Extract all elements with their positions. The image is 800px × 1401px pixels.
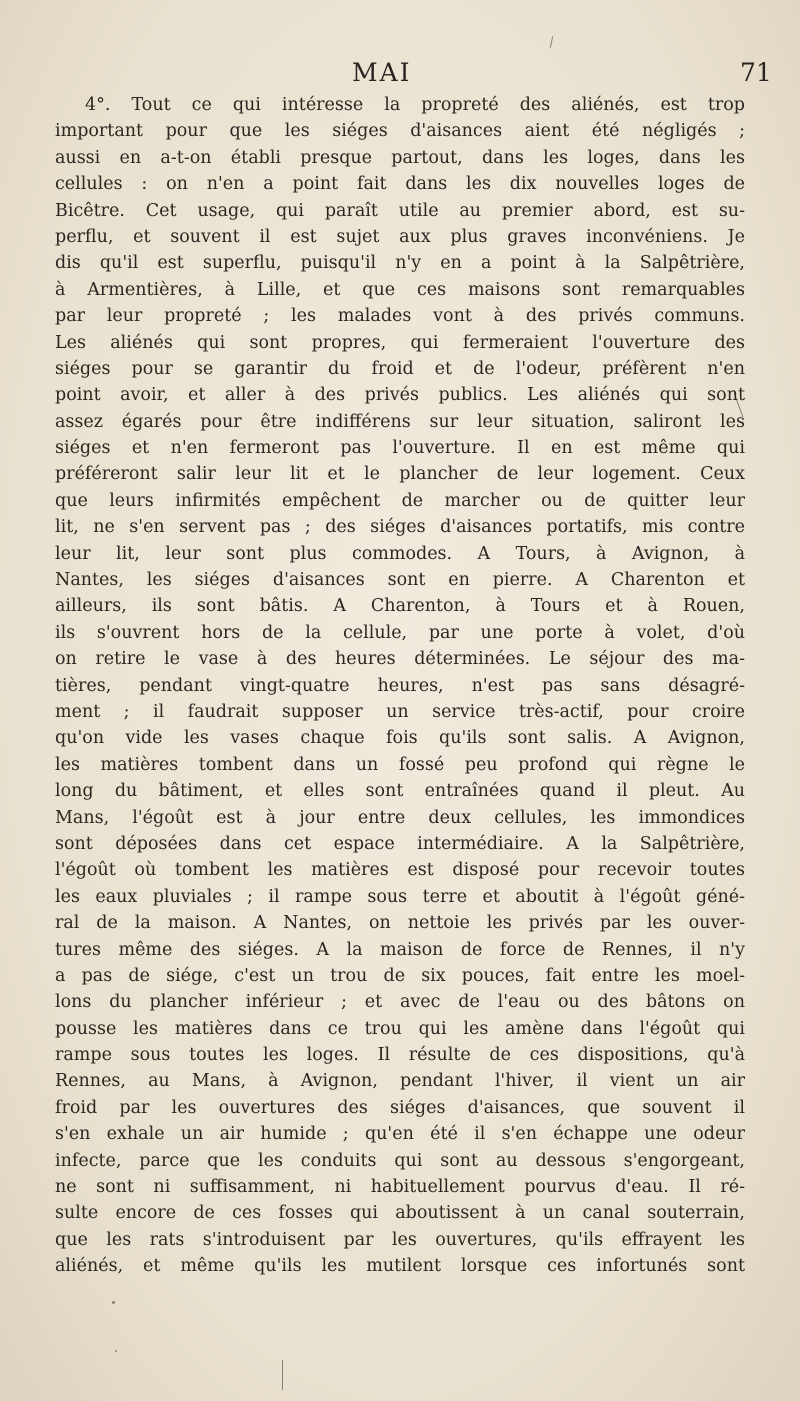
text-line: aliénés, et même qu'ils les mutilent lorsque ces infortunés sont bbox=[55, 1256, 745, 1277]
text-line: sont déposées dans cet espace intermédiaire. A la Salpêtrière, bbox=[55, 833, 745, 854]
text-line: ils s'ouvrent hors de la cellule, par une porte à volet, d'où bbox=[55, 622, 745, 643]
text-line: sulte encore de ces fosses qui aboutissent à un canal souterrain, bbox=[55, 1203, 745, 1224]
text-line: froid par les ouvertures des siéges d'aisances, que souvent il bbox=[55, 1097, 745, 1118]
text-line: leur lit, leur sont plus commodes. A Tours, à Avignon, à bbox=[55, 543, 745, 564]
text-line: ral de la maison. A Nantes, on nettoie les privés par les ouver- bbox=[55, 913, 745, 934]
text-line: infecte, parce que les conduits qui sont au dessous s'engorgeant, bbox=[55, 1150, 745, 1171]
text-line: ailleurs, ils sont bâtis. A Charenton, à Tours et à Rouen, bbox=[55, 596, 745, 617]
paper-crease bbox=[282, 1360, 283, 1390]
text-line: les matières tombent dans un fossé peu profond qui règne le bbox=[55, 754, 745, 775]
text-line: rampe sous toutes les loges. Il résulte de ces dispositions, qu'à bbox=[55, 1045, 745, 1066]
text-line: Mans, l'égoût est à jour entre deux cellules, les immondices bbox=[55, 807, 745, 828]
text-line: préféreront salir leur lit et le plancher de leur logement. Ceux bbox=[55, 464, 745, 485]
text-line: siéges et n'en fermeront pas l'ouverture. Il en est même qui bbox=[55, 438, 745, 459]
text-line: ment ; il faudrait supposer un service très-actif, pour croire bbox=[55, 701, 745, 722]
text-line: point avoir, et aller à des privés publics. Les aliénés qui sont bbox=[55, 385, 745, 406]
text-line: important pour que les siéges d'aisances aient été négligés ; bbox=[55, 121, 745, 142]
text-line: à Armentières, à Lille, et que ces maisons sont remarquables bbox=[55, 279, 745, 300]
text-line: lit, ne s'en servent pas ; des siéges d'aisances portatifs, mis contre bbox=[55, 517, 745, 538]
page-header bbox=[0, 58, 800, 94]
page-number: 71 bbox=[740, 58, 772, 87]
text-line: dis qu'il est superflu, puisqu'il n'y en a point à la Salpêtrière, bbox=[55, 253, 745, 274]
text-line: Rennes, au Mans, à Avignon, pendant l'hiver, il vient un air bbox=[55, 1071, 745, 1092]
text-line: tières, pendant vingt-quatre heures, n'est pas sans désagré- bbox=[55, 675, 745, 696]
paper-speck bbox=[115, 1350, 117, 1352]
text-line: Les aliénés qui sont propres, qui fermeraient l'ouverture des bbox=[55, 332, 745, 353]
text-line: qu'on vide les vases chaque fois qu'ils sont salis. A Avignon, bbox=[55, 728, 745, 749]
text-line: Bicêtre. Cet usage, qui paraît utile au premier abord, est su- bbox=[55, 200, 745, 221]
text-line: aussi en a-t-on établi presque partout, dans les loges, dans les bbox=[55, 147, 745, 168]
text-line: les eaux pluviales ; il rampe sous terre et aboutit à l'égoût géné- bbox=[55, 886, 745, 907]
text-line: par leur propreté ; les malades vont à des privés communs. bbox=[55, 306, 745, 327]
text-line: perflu, et souvent il est sujet aux plus graves inconvéniens. Je bbox=[55, 226, 745, 247]
text-line: pousse les matières dans ce trou qui les amène dans l'égoût qui bbox=[55, 1018, 745, 1039]
paper-speck bbox=[550, 36, 553, 48]
text-line: long du bâtiment, et elles sont entraînées quand il pleut. Au bbox=[55, 781, 745, 802]
text-line: Nantes, les siéges d'aisances sont en pierre. A Charenton et bbox=[55, 570, 745, 591]
text-line: assez égarés pour être indifférens sur leur situation, saliront les bbox=[55, 411, 745, 432]
body-text bbox=[55, 92, 745, 1280]
text-line: que les rats s'introduisent par les ouvertures, qu'ils effrayent les bbox=[55, 1229, 745, 1250]
text-line: a pas de siége, c'est un trou de six pouces, fait entre les moel- bbox=[55, 965, 745, 986]
text-line: on retire le vase à des heures déterminées. Le séjour des ma- bbox=[55, 649, 745, 670]
text-line: ne sont ni suffisamment, ni habituellement pourvus d'eau. Il ré- bbox=[55, 1177, 745, 1198]
paper-speck bbox=[112, 1301, 115, 1304]
text-line: l'égoût où tombent les matières est disposé pour recevoir toutes bbox=[55, 860, 745, 881]
text-line: cellules : on n'en a point fait dans les dix nouvelles loges de bbox=[55, 174, 745, 195]
running-head: MAI bbox=[352, 58, 412, 87]
text-line: s'en exhale un air humide ; qu'en été il s'en échappe une odeur bbox=[55, 1124, 745, 1145]
text-line: que leurs infirmités empêchent de marcher ou de quitter leur bbox=[55, 490, 745, 511]
text-line: 4°. Tout ce qui intéresse la propreté des aliénés, est trop bbox=[85, 95, 745, 115]
text-line: lons du plancher inférieur ; et avec de l'eau ou des bâtons on bbox=[55, 992, 745, 1013]
text-line: siéges pour se garantir du froid et de l'odeur, préfèrent n'en bbox=[55, 358, 745, 379]
text-line: tures même des siéges. A la maison de force de Rennes, il n'y bbox=[55, 939, 745, 960]
